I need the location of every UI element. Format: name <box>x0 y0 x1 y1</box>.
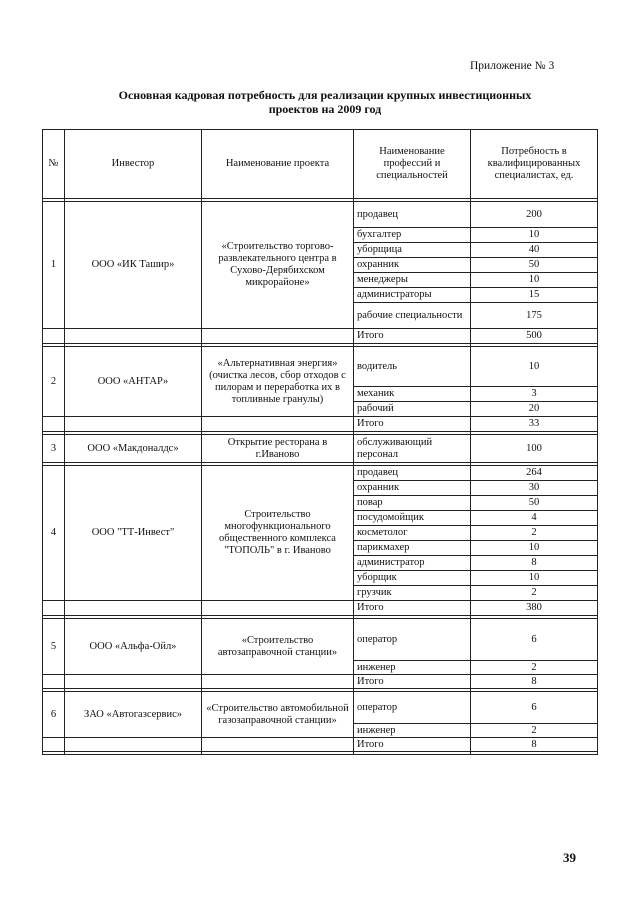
empty-cell <box>65 738 202 752</box>
title-line-2: проектов на 2009 год <box>268 102 382 116</box>
row-number: 3 <box>43 435 65 463</box>
appendix-label: Приложение № 3 <box>470 60 555 72</box>
investor-cell: ЗАО «Автогазсервис» <box>65 692 202 738</box>
need-cell: 100 <box>471 435 598 463</box>
empty-cell <box>43 329 65 344</box>
project-cell: «Строительство торгово-развлекательного центра в Сухово-Дерябихском микрорайоне» <box>202 202 354 329</box>
need-cell: 10 <box>471 541 598 556</box>
profession-cell: повар <box>354 496 471 511</box>
profession-cell: администратор <box>354 556 471 571</box>
need-cell: 6 <box>471 692 598 724</box>
need-cell: 500 <box>471 329 598 344</box>
empty-cell <box>202 601 354 616</box>
page-number: 39 <box>563 850 576 865</box>
row-number: 6 <box>43 692 65 738</box>
header-profession: Наименование профессий и специальностей <box>354 130 471 199</box>
profession-cell: водитель <box>354 347 471 387</box>
need-cell: 8 <box>471 738 598 752</box>
table-row <box>43 601 598 616</box>
project-cell: Открытие ресторана в г.Иваново <box>202 435 354 463</box>
need-cell: 6 <box>471 619 598 661</box>
header-row <box>43 130 598 199</box>
title-line-1: Основная кадровая потребность для реализации крупных инвестиционных <box>118 88 532 102</box>
profession-cell: инженер <box>354 661 471 675</box>
header-num: № <box>43 130 65 199</box>
table-row <box>43 329 598 344</box>
table-row <box>43 619 598 661</box>
profession-cell: грузчик <box>354 586 471 601</box>
project-cell: Строительство многофункционального общественного комплекса "ТОПОЛЬ" в г. Иваново <box>202 466 354 601</box>
need-cell: 10 <box>471 273 598 288</box>
need-cell: 8 <box>471 675 598 689</box>
staffing-needs-table <box>42 129 598 755</box>
table-row <box>43 435 598 463</box>
header-investor: Инвестор <box>65 130 202 199</box>
profession-cell: оператор <box>354 692 471 724</box>
table-row <box>43 202 598 228</box>
empty-cell <box>65 417 202 432</box>
empty-cell <box>202 417 354 432</box>
table-row <box>43 738 598 752</box>
need-cell: 2 <box>471 724 598 738</box>
empty-cell <box>43 601 65 616</box>
profession-cell: менеджеры <box>354 273 471 288</box>
empty-cell <box>202 329 354 344</box>
profession-cell: рабочий <box>354 402 471 417</box>
need-cell: 380 <box>471 601 598 616</box>
empty-cell <box>202 738 354 752</box>
need-cell: 264 <box>471 466 598 481</box>
profession-cell: уборщица <box>354 243 471 258</box>
profession-cell: механик <box>354 387 471 402</box>
need-cell: 3 <box>471 387 598 402</box>
empty-cell <box>65 601 202 616</box>
table-body <box>43 202 598 755</box>
need-cell: 10 <box>471 228 598 243</box>
profession-cell: администраторы <box>354 288 471 303</box>
investor-cell: ООО "ТТ-Инвест" <box>65 466 202 601</box>
profession-cell: парикмахер <box>354 541 471 556</box>
table-row <box>43 675 598 689</box>
profession-cell: бухгалтер <box>354 228 471 243</box>
profession-cell: продавец <box>354 202 471 228</box>
need-cell: 15 <box>471 288 598 303</box>
profession-cell: Итого <box>354 329 471 344</box>
need-cell: 10 <box>471 347 598 387</box>
project-cell: «Строительство автомобильной газозаправочной станции» <box>202 692 354 738</box>
investor-cell: ООО «Альфа-Ойл» <box>65 619 202 675</box>
separator-row <box>43 752 598 755</box>
need-cell: 30 <box>471 481 598 496</box>
empty-cell <box>202 675 354 689</box>
need-cell: 8 <box>471 556 598 571</box>
empty-cell <box>65 329 202 344</box>
need-cell: 10 <box>471 571 598 586</box>
document-title <box>100 88 550 116</box>
profession-cell: Итого <box>354 601 471 616</box>
row-number: 1 <box>43 202 65 329</box>
need-cell: 50 <box>471 258 598 273</box>
profession-cell: охранник <box>354 258 471 273</box>
row-number: 4 <box>43 466 65 601</box>
profession-cell: косметолог <box>354 526 471 541</box>
need-cell: 33 <box>471 417 598 432</box>
empty-cell <box>43 738 65 752</box>
table-row <box>43 466 598 481</box>
investor-cell: ООО «АНТАР» <box>65 347 202 417</box>
row-number: 2 <box>43 347 65 417</box>
profession-cell: Итого <box>354 417 471 432</box>
profession-cell: продавец <box>354 466 471 481</box>
project-cell: «Строительство автозаправочной станции» <box>202 619 354 675</box>
table-row <box>43 417 598 432</box>
need-cell: 40 <box>471 243 598 258</box>
profession-cell: рабочие специальности <box>354 303 471 329</box>
profession-cell: уборщик <box>354 571 471 586</box>
need-cell: 2 <box>471 526 598 541</box>
header-need: Потребность в квалифицированных специалистах, ед. <box>471 130 598 199</box>
profession-cell: охранник <box>354 481 471 496</box>
row-number: 5 <box>43 619 65 675</box>
empty-cell <box>43 675 65 689</box>
need-cell: 175 <box>471 303 598 329</box>
need-cell: 2 <box>471 661 598 675</box>
table-row <box>43 347 598 387</box>
empty-cell <box>43 417 65 432</box>
profession-cell: посудомойщик <box>354 511 471 526</box>
need-cell: 4 <box>471 511 598 526</box>
header-project: Наименование проекта <box>202 130 354 199</box>
investor-cell: ООО «ИК Ташир» <box>65 202 202 329</box>
need-cell: 50 <box>471 496 598 511</box>
need-cell: 20 <box>471 402 598 417</box>
investor-cell: ООО «Макдоналдс» <box>65 435 202 463</box>
table-row <box>43 692 598 724</box>
profession-cell: инженер <box>354 724 471 738</box>
profession-cell: обслуживающий персонал <box>354 435 471 463</box>
profession-cell: оператор <box>354 619 471 661</box>
profession-cell: Итого <box>354 738 471 752</box>
profession-cell: Итого <box>354 675 471 689</box>
empty-cell <box>65 675 202 689</box>
need-cell: 200 <box>471 202 598 228</box>
need-cell: 2 <box>471 586 598 601</box>
project-cell: «Альтернативная энергия» (очистка лесов, сбор отходов с пилорам и переработка их в топливные гранулы) <box>202 347 354 417</box>
